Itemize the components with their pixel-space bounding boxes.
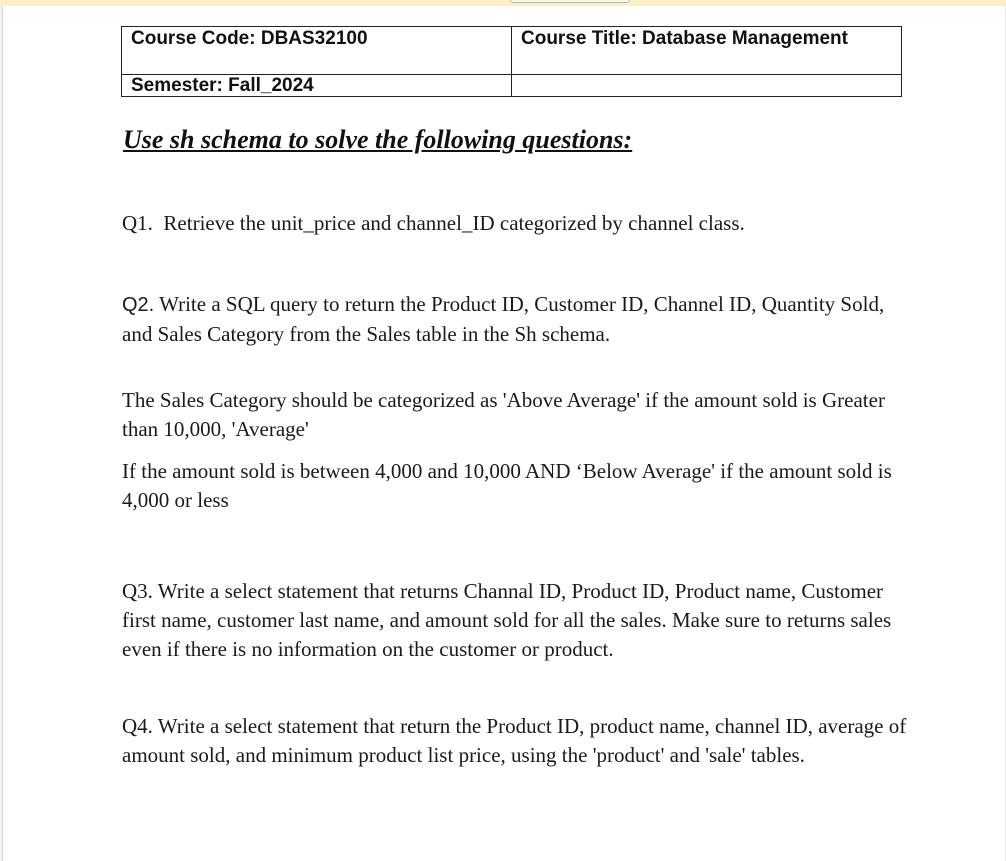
- top-tab-handle[interactable]: [510, 0, 630, 3]
- instructions-heading: Use sh schema to solve the following questions:: [123, 125, 633, 154]
- semester-row: [122, 75, 902, 97]
- question-2-text: Write a SQL query to return the Product ID, Customer ID, Channel ID, Quantity Sold, and Sales Category from the Sales table in the Sh schema.: [122, 292, 885, 346]
- question-4-number: Q4.: [122, 714, 153, 738]
- course-title-cell: Course Title: Database Management: [512, 27, 902, 75]
- question-2-detail-2: If the amount sold is between 4,000 and 10,000 AND ‘Below Average' if the amount sold is 4,000 or less: [122, 459, 892, 512]
- semester-cell: Semester: Fall_2024: [122, 75, 512, 97]
- question-1: [122, 209, 912, 238]
- course-code-cell: Course Code: DBAS32100: [122, 27, 512, 75]
- question-3-text: Write a select statement that returns Channal ID, Product ID, Product name, Customer first name, customer last name, and amount sold for all the sales. Make sure to returns sales even if there is no information on the customer or product.: [122, 579, 892, 661]
- question-2-number: Q2.: [122, 294, 155, 316]
- document-page: [2, 6, 1006, 861]
- course-info-table: [121, 26, 902, 97]
- question-2-detail-1: The Sales Category should be categorized as 'Above Average' if the amount sold is Greater than 10,000, 'Average': [122, 388, 885, 441]
- question-3-number: Q3.: [122, 579, 153, 603]
- question-1-number: Q1.: [122, 211, 153, 235]
- empty-cell: [512, 75, 902, 97]
- question-3: [122, 577, 912, 664]
- question-4: [122, 712, 912, 770]
- course-info-row: [122, 27, 902, 75]
- question-4-text: Write a select statement that return the Product ID, product name, channel ID, average of amount sold, and minimum product list price, using the 'product' and 'sale' tables.: [122, 714, 907, 767]
- question-1-text: Retrieve the unit_price and channel_ID categorized by channel class.: [163, 211, 745, 235]
- question-2: [122, 290, 912, 349]
